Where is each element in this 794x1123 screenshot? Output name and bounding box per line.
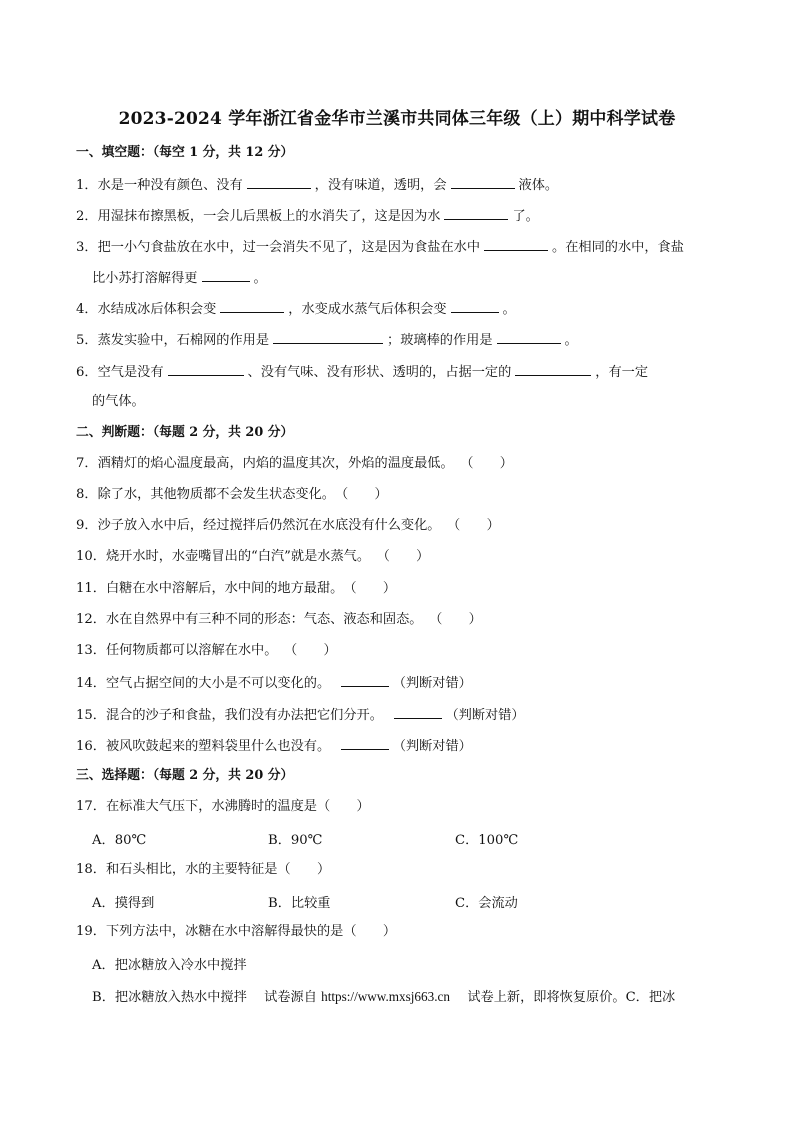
question-2 bbox=[76, 206, 539, 226]
q17-option-c[interactable]: C．100℃ bbox=[455, 833, 519, 848]
q4-text-b: ，水变成水蒸气后体积会变 bbox=[288, 302, 447, 317]
source-link[interactable]: https://www.mxsj663.cn bbox=[321, 989, 450, 1004]
q17-option-a[interactable]: A．80℃ bbox=[92, 833, 147, 848]
question-6 bbox=[76, 362, 648, 382]
answer-blank[interactable] bbox=[451, 175, 515, 189]
q7-text: 7．酒精灯的焰心温度最高，内焰的温度其次，外焰的温度最低。 bbox=[76, 456, 448, 471]
answer-blank[interactable] bbox=[515, 362, 591, 376]
q11-text: 11．白糖在水中溶解后，水中间的地方最甜。 bbox=[76, 581, 344, 596]
q17-option-b[interactable]: B．90℃ bbox=[268, 833, 323, 848]
question-17: 17．在标准大气压下，水沸腾时的温度是（ ） bbox=[76, 799, 370, 814]
q1-text-b: ，没有味道，透明，会 bbox=[314, 178, 447, 193]
answer-blank[interactable] bbox=[497, 330, 561, 344]
q5-text-c: 。 bbox=[564, 333, 578, 348]
q16-suffix: （判断对错） bbox=[392, 739, 472, 754]
q12-text: 12．水在自然界中有三种不同的形态：气态、液态和固态。 bbox=[76, 612, 416, 627]
answer-paren[interactable]: （ ） bbox=[343, 581, 397, 596]
answer-blank[interactable] bbox=[341, 736, 389, 750]
question-12 bbox=[76, 611, 482, 629]
q5-text-a: 5．蒸发实验中，石棉网的作用是 bbox=[76, 333, 270, 348]
section-heading-judge: 二、判断题：（每题 2 分，共 20 分） bbox=[76, 425, 294, 440]
question-11 bbox=[76, 580, 397, 598]
q18-option-a[interactable]: A．摸得到 bbox=[92, 896, 155, 911]
q3-text-a: 3．把一小勺食盐放在水中，过一会消失不见了，这是因为食盐在水中 bbox=[76, 240, 481, 255]
q6-text-c: ，有一定 bbox=[595, 365, 649, 380]
q1-text-c: 液体。 bbox=[518, 178, 559, 193]
answer-paren[interactable]: （ ） bbox=[376, 549, 430, 564]
question-5 bbox=[76, 330, 578, 350]
q6-text-a: 6．空气是没有 bbox=[76, 365, 164, 380]
question-8 bbox=[76, 486, 388, 504]
q6-text-d: 的气体。 bbox=[92, 394, 145, 409]
question-9 bbox=[76, 517, 500, 535]
question-1 bbox=[76, 175, 558, 195]
question-3 bbox=[76, 237, 684, 257]
q3-text-d: 。 bbox=[253, 271, 267, 286]
q9-text: 9．沙子放入水中后，经过搅拌后仍然沉在水底没有什么变化。 bbox=[76, 518, 434, 533]
answer-blank[interactable] bbox=[168, 362, 244, 376]
q2-text-b: 了。 bbox=[512, 209, 539, 224]
answer-blank[interactable] bbox=[202, 268, 250, 282]
question-18: 18．和石头相比，水的主要特征是（ ） bbox=[76, 862, 331, 877]
answer-paren[interactable]: （ ） bbox=[334, 487, 388, 502]
answer-paren[interactable]: （ ） bbox=[429, 612, 482, 627]
q15-text: 15．混合的沙子和食盐，我们没有办法把它们分开。 bbox=[76, 708, 377, 723]
answer-paren[interactable]: （ ） bbox=[447, 518, 500, 533]
question-7 bbox=[76, 455, 513, 473]
q3-text-c: 比小苏打溶解得更 bbox=[92, 271, 198, 286]
question-16 bbox=[76, 736, 472, 756]
page-title: 2023-2024 学年浙江省金华市兰溪市共同体三年级（上）期中科学试卷 bbox=[118, 109, 676, 129]
q10-text: 10．烧开水时，水壶嘴冒出的“白汽”就是水蒸气。 bbox=[76, 549, 364, 564]
question-6-continued bbox=[92, 393, 145, 411]
q14-text: 14．空气占据空间的大小是不可以变化的。 bbox=[76, 676, 324, 691]
answer-paren[interactable]: （ ） bbox=[284, 643, 337, 658]
answer-blank[interactable] bbox=[341, 673, 389, 687]
answer-paren[interactable]: （ ） bbox=[460, 456, 513, 471]
q19-option-a[interactable]: A．把冰糖放入冷水中搅拌 bbox=[92, 958, 247, 973]
answer-blank[interactable] bbox=[394, 705, 442, 719]
q5-text-b: ；玻璃棒的作用是 bbox=[387, 333, 493, 348]
q18-option-b[interactable]: B．比较重 bbox=[268, 896, 331, 911]
answer-blank[interactable] bbox=[444, 206, 508, 220]
q6-text-b: 、没有气味、没有形状、透明的，占据一定的 bbox=[247, 365, 512, 380]
question-15 bbox=[76, 705, 525, 725]
answer-blank[interactable] bbox=[451, 299, 499, 313]
q2-text-a: 2．用湿抹布擦黑板，一会儿后黑板上的水消失了，这是因为水 bbox=[76, 209, 441, 224]
question-19: 19．下列方法中，冰糖在水中溶解得最快的是（ ） bbox=[76, 924, 397, 939]
answer-blank[interactable] bbox=[220, 299, 284, 313]
question-10 bbox=[76, 548, 430, 566]
q13-text: 13．任何物质都可以溶解在水中。 bbox=[76, 643, 271, 658]
q1-text-a: 1．水是一种没有颜色、没有 bbox=[76, 178, 243, 193]
section-heading-choice: 三、选择题：（每题 2 分，共 20 分） bbox=[76, 768, 294, 783]
q8-text: 8．除了水，其他物质都不会发生状态变化。 bbox=[76, 487, 335, 502]
q4-text-c: 。 bbox=[502, 302, 516, 317]
question-4 bbox=[76, 299, 516, 319]
q16-text: 16．被风吹鼓起来的塑料袋里什么也没有。 bbox=[76, 739, 324, 754]
q19-option-b[interactable]: B．把冰糖放入热水中搅拌 bbox=[92, 990, 247, 1005]
q4-text-a: 4．水结成冰后体积会变 bbox=[76, 302, 217, 317]
answer-blank[interactable] bbox=[484, 237, 548, 251]
q15-suffix: （判断对错） bbox=[445, 708, 525, 723]
answer-blank[interactable] bbox=[273, 330, 383, 344]
q14-suffix: （判断对错） bbox=[392, 676, 472, 691]
q3-text-b: 。在相同的水中，食盐 bbox=[552, 240, 684, 255]
question-3-continued bbox=[92, 268, 267, 288]
answer-blank[interactable] bbox=[247, 175, 311, 189]
q18-option-c[interactable]: C．会流动 bbox=[455, 896, 518, 911]
source-label: 试卷源自 bbox=[264, 990, 317, 1005]
promo-notice: 试卷上新，即将恢复原价。C．把冰 bbox=[467, 990, 676, 1005]
question-13 bbox=[76, 642, 337, 660]
section-heading-fill: 一、填空题：（每空 1 分，共 12 分） bbox=[76, 145, 294, 160]
q19-option-b-line bbox=[92, 986, 675, 1005]
question-14 bbox=[76, 673, 472, 693]
